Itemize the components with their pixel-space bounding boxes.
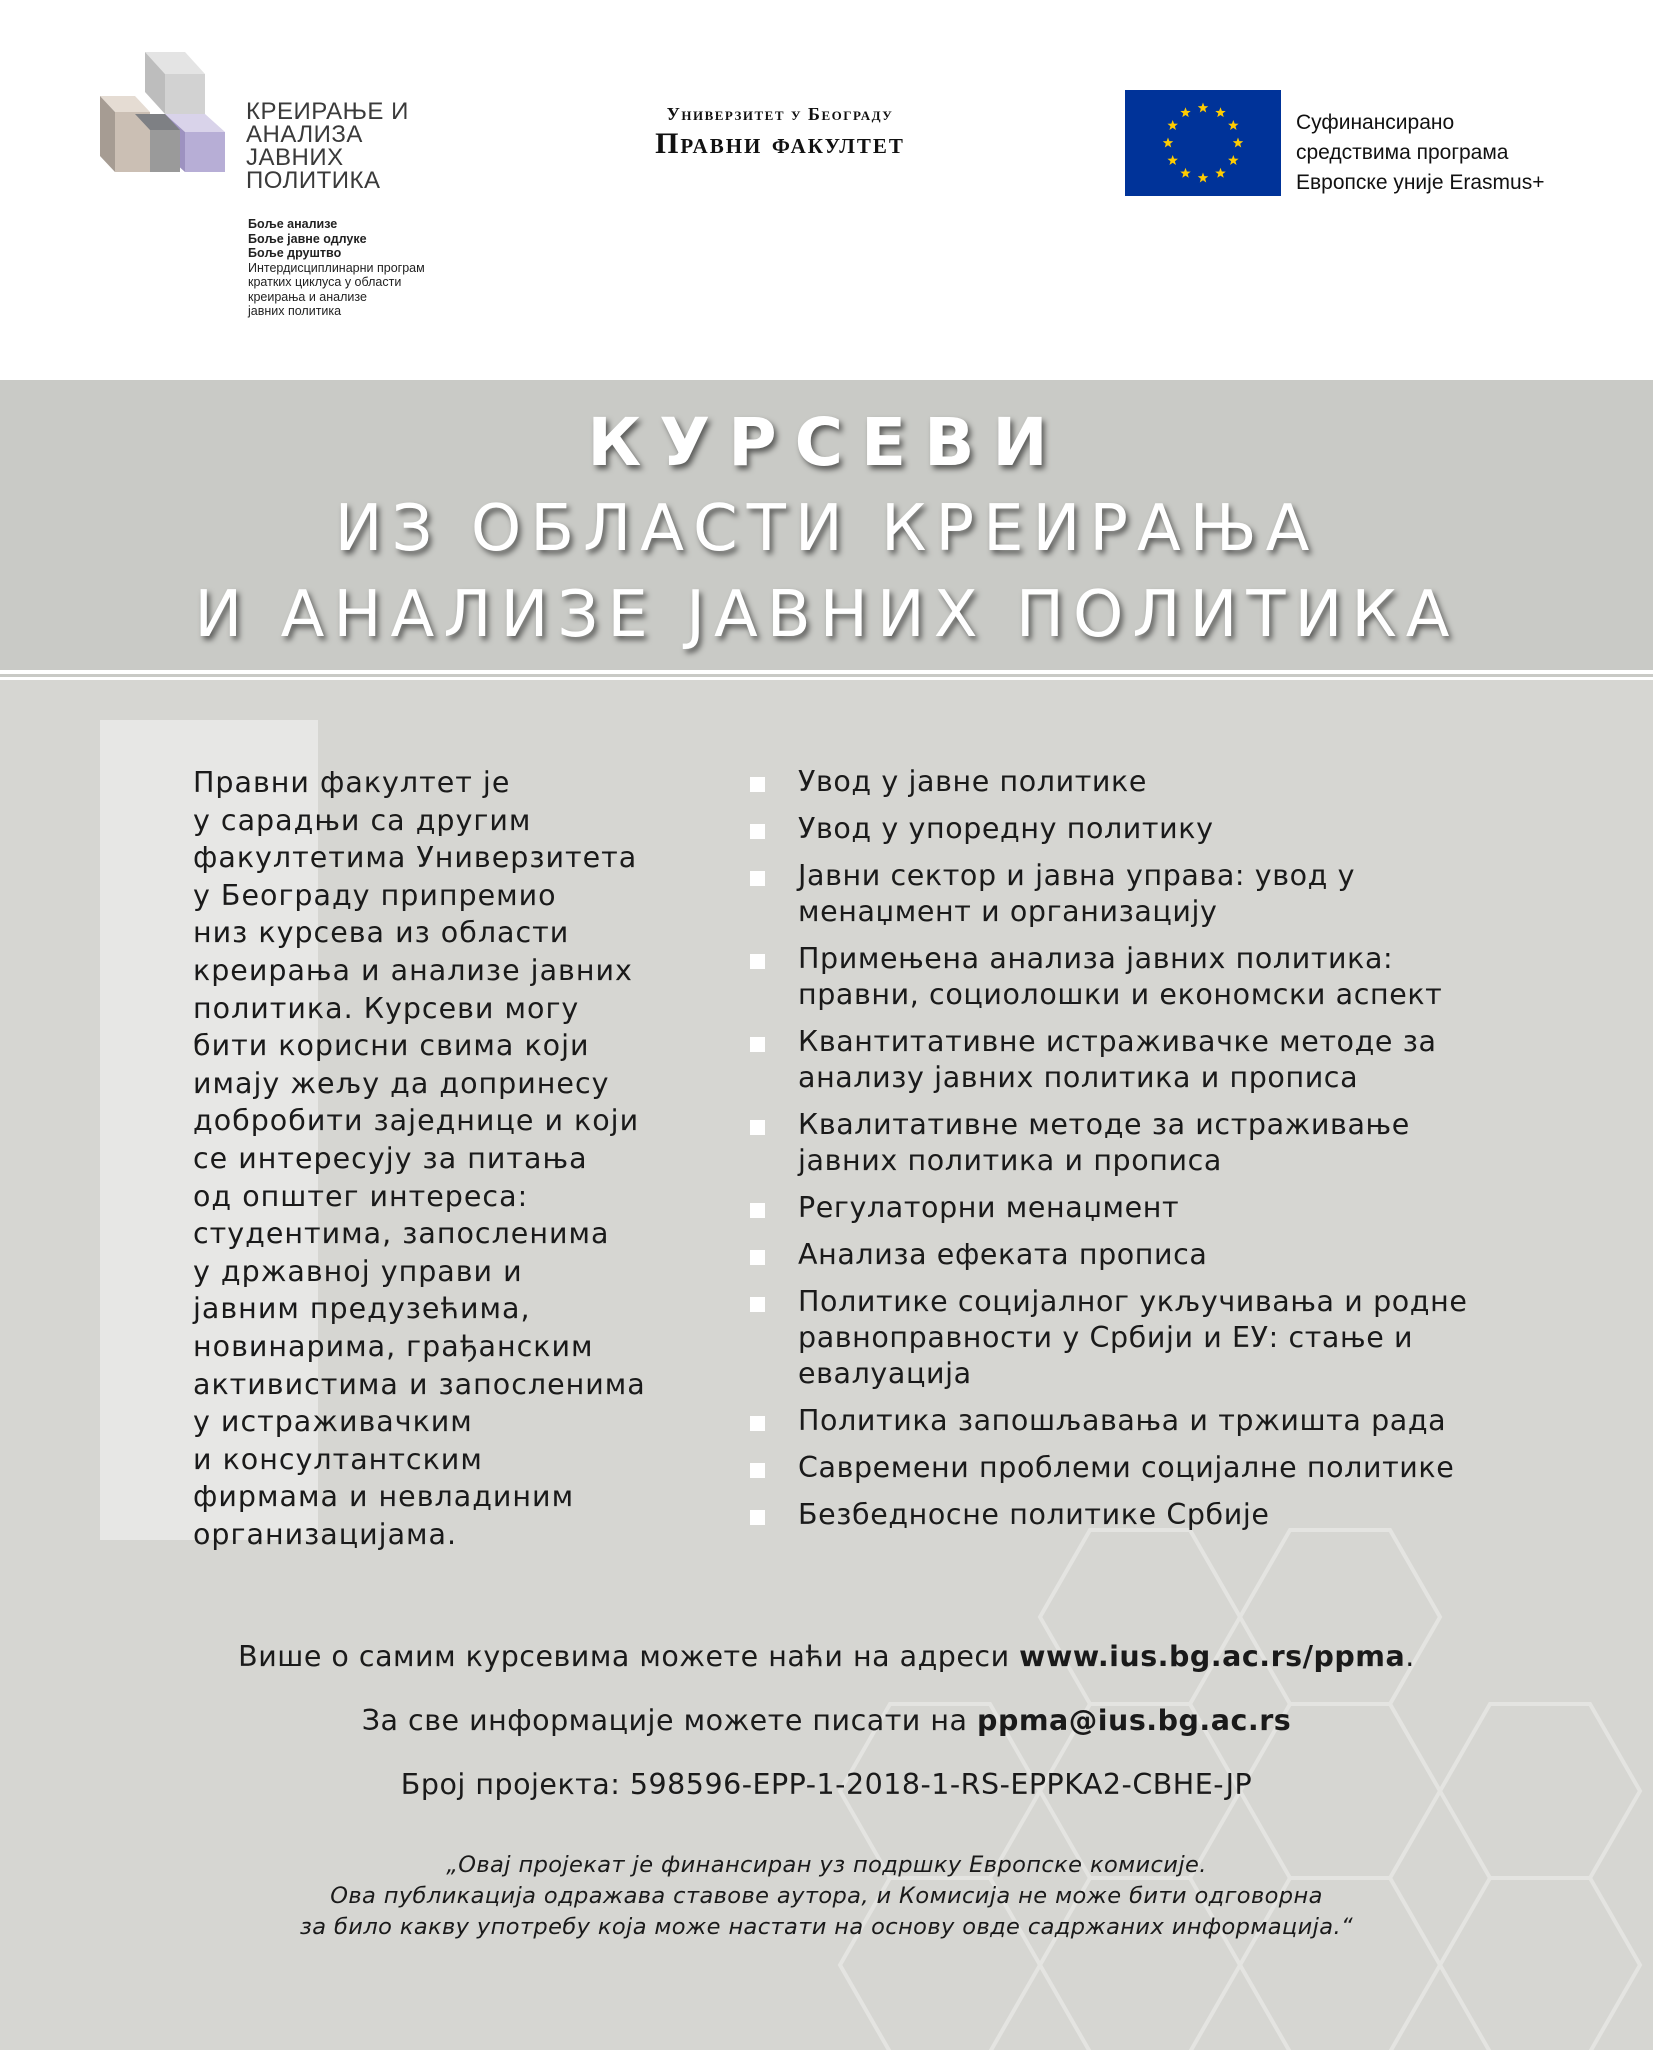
course-item	[750, 858, 1630, 930]
logo-title-line: КРЕИРАЊЕ И	[246, 98, 409, 125]
course-item	[750, 1024, 1630, 1096]
intro-line: креирања и анализе јавних	[193, 953, 633, 987]
program-logo-title	[246, 100, 409, 192]
disclaimer-line: за било какву употребу која може настати на основу овде садржаних информација.“	[299, 1914, 1354, 1940]
tagline-line: Боље друштво	[248, 246, 342, 260]
description-line: кратких циклуса у области	[248, 275, 402, 289]
intro-line: организацијама.	[193, 1517, 458, 1551]
cubes-logo-icon	[100, 52, 230, 177]
square-bullet-icon	[750, 1463, 765, 1478]
program-logo	[100, 52, 480, 342]
intro-line: у сарадњи са другим	[193, 803, 532, 837]
square-bullet-icon	[750, 777, 765, 792]
title-line-3: И АНАЛИЗЕ ЈАВНИХ ПОЛИТИКА	[194, 578, 1459, 652]
course-item-label: анализу јавних политика и прописа	[798, 1061, 1359, 1094]
title-line-2: ИЗ ОБЛАСТИ КРЕИРАЊА	[334, 492, 1319, 566]
course-item-label: Политика запошљавања и тржишта рада	[798, 1404, 1447, 1437]
eu-disclaimer	[0, 1850, 1653, 1943]
course-item	[750, 1107, 1630, 1179]
contact-prefix: За све информације можете писати на	[361, 1704, 978, 1737]
eu-text-line: средствима програма	[1296, 141, 1509, 164]
course-item-label: Квалитативне методе за истраживање	[798, 1108, 1410, 1141]
intro-line: се интересују за питања	[193, 1141, 588, 1175]
square-bullet-icon	[750, 954, 765, 969]
course-item	[750, 1190, 1630, 1226]
eu-star-icon	[1198, 173, 1208, 183]
eu-star-icon	[1167, 120, 1177, 130]
project-number: Број пројекта: 598596-EPP-1-2018-1-RS-EPPKA2-CBHE-JP	[400, 1768, 1253, 1801]
logo-title-line: АНАЛИЗА	[246, 121, 363, 148]
course-item	[750, 764, 1630, 800]
logo-title-line: ЈАВНИХ	[246, 144, 344, 171]
square-bullet-icon	[750, 1510, 765, 1525]
course-item-label: Квантитативне истраживачке методе за	[798, 1025, 1437, 1058]
square-bullet-icon	[750, 1037, 765, 1052]
intro-line: у истраживачким	[193, 1405, 473, 1439]
tagline-line: Боље јавне одлуке	[248, 231, 367, 246]
course-item-label: Безбедносне политике Србије	[798, 1498, 1270, 1531]
website-link[interactable]: www.ius.bg.ac.rs/ppma	[1019, 1640, 1406, 1673]
course-item-label: равноправности у Србији и ЕУ: стање и	[798, 1321, 1414, 1354]
more-info-prefix: Више о самим курсевима можете наћи на адреси	[238, 1640, 1020, 1673]
intro-line: Правни факултет је	[193, 766, 511, 799]
description-line: јавних политика	[248, 304, 342, 318]
page-title	[0, 400, 1653, 658]
title-line-1: КУРСЕВИ	[587, 404, 1066, 481]
intro-line: факултетима Универзитета	[193, 841, 638, 875]
course-item	[750, 1497, 1630, 1533]
course-item	[750, 1403, 1630, 1439]
contact-line	[0, 1704, 1653, 1737]
intro-line: активистима и запосленима	[193, 1367, 646, 1401]
intro-line: политика. Курсеви могу	[193, 991, 580, 1025]
description-line: креирања и анализе	[248, 289, 367, 304]
intro-text	[193, 764, 713, 1553]
square-bullet-icon	[750, 824, 765, 839]
eu-flag-icon	[1125, 90, 1281, 196]
course-item-label: евалуација	[798, 1357, 972, 1390]
more-info-suffix: .	[1405, 1640, 1415, 1673]
eu-text-line: Европске уније Erasmus+	[1296, 171, 1545, 194]
square-bullet-icon	[750, 1203, 765, 1218]
course-item-label: Примењена анализа јавних политика:	[798, 942, 1394, 975]
course-item	[750, 1284, 1630, 1392]
course-list	[750, 764, 1630, 1544]
intro-line: у Београду припремио	[193, 878, 557, 912]
disclaimer-line: „Овај пројекат је финансиран уз подршку Европске комисије.	[446, 1852, 1207, 1878]
course-item	[750, 941, 1630, 1013]
intro-line: имају жељу да допринесу	[193, 1066, 610, 1100]
eu-star-icon	[1215, 168, 1225, 178]
square-bullet-icon	[750, 871, 765, 886]
intro-line: јавним предузећима,	[193, 1292, 531, 1326]
tagline-line: Боље анализе	[248, 217, 338, 231]
course-item	[750, 1237, 1630, 1273]
course-item	[750, 1450, 1630, 1486]
eu-star-icon	[1198, 103, 1208, 113]
square-bullet-icon	[750, 1250, 765, 1265]
university-name: Универзитет у Београду	[666, 104, 894, 124]
intro-line: студентима, запосленима	[193, 1217, 610, 1251]
intro-line: бити корисни свима који	[193, 1029, 590, 1063]
eu-star-icon	[1228, 120, 1238, 130]
course-item-label: менаџмент и организацију	[798, 895, 1218, 928]
course-item-label: Регулаторни менаџмент	[798, 1191, 1180, 1224]
disclaimer-line: Ова публикација одражава ставове аутора, и Комисија не може бити одговорна	[330, 1883, 1323, 1909]
eu-star-icon	[1163, 138, 1173, 148]
eu-star-icon	[1180, 168, 1190, 178]
course-item-label: правни, социолошки и економски аспект	[798, 978, 1443, 1011]
intro-line: низ курсева из области	[193, 916, 570, 950]
course-item-label: Увод у јавне политике	[798, 765, 1147, 798]
eu-cofunding-text	[1296, 108, 1544, 198]
description-line: Интердисциплинарни програм	[248, 260, 425, 275]
intro-line: у државној управи и	[193, 1254, 523, 1288]
logo-title-line: ПОЛИТИКА	[246, 167, 381, 194]
intro-line: фирмама и невладиним	[193, 1480, 575, 1514]
faculty-name: Правни факултет	[655, 127, 905, 160]
eu-star-icon	[1228, 155, 1238, 165]
course-item-label: Анализа ефеката прописа	[798, 1238, 1208, 1271]
eu-star-icon	[1180, 107, 1190, 117]
intro-line: новинарима, грађанским	[193, 1329, 594, 1363]
email-link[interactable]: ppma@ius.bg.ac.rs	[977, 1704, 1292, 1737]
intro-line: и консултантским	[193, 1442, 483, 1476]
eu-star-icon	[1215, 107, 1225, 117]
page-header	[0, 0, 1653, 380]
square-bullet-icon	[750, 1297, 765, 1312]
square-bullet-icon	[750, 1120, 765, 1135]
university-logo	[600, 104, 960, 161]
content-area	[0, 680, 1653, 2050]
intro-line: добробити заједнице и који	[193, 1104, 640, 1138]
course-item-label: Јавни сектор и јавна управа: увод у	[798, 859, 1356, 892]
square-bullet-icon	[750, 1416, 765, 1431]
course-item	[750, 811, 1630, 847]
title-band-divider	[0, 674, 1653, 677]
more-info-line	[0, 1640, 1653, 1673]
eu-star-icon	[1167, 155, 1177, 165]
course-item-label: Савремени проблеми социјалне политике	[798, 1451, 1455, 1484]
eu-star-icon	[1233, 138, 1243, 148]
course-item-label: Увод у упоредну политику	[798, 812, 1214, 845]
intro-line: од општег интереса:	[193, 1179, 529, 1213]
course-item-label: Политике социјалног укључивања и родне	[798, 1285, 1468, 1318]
program-tagline	[248, 217, 425, 319]
course-item-label: јавних политика и прописа	[798, 1144, 1222, 1177]
eu-text-line: Суфинансирано	[1296, 111, 1455, 134]
